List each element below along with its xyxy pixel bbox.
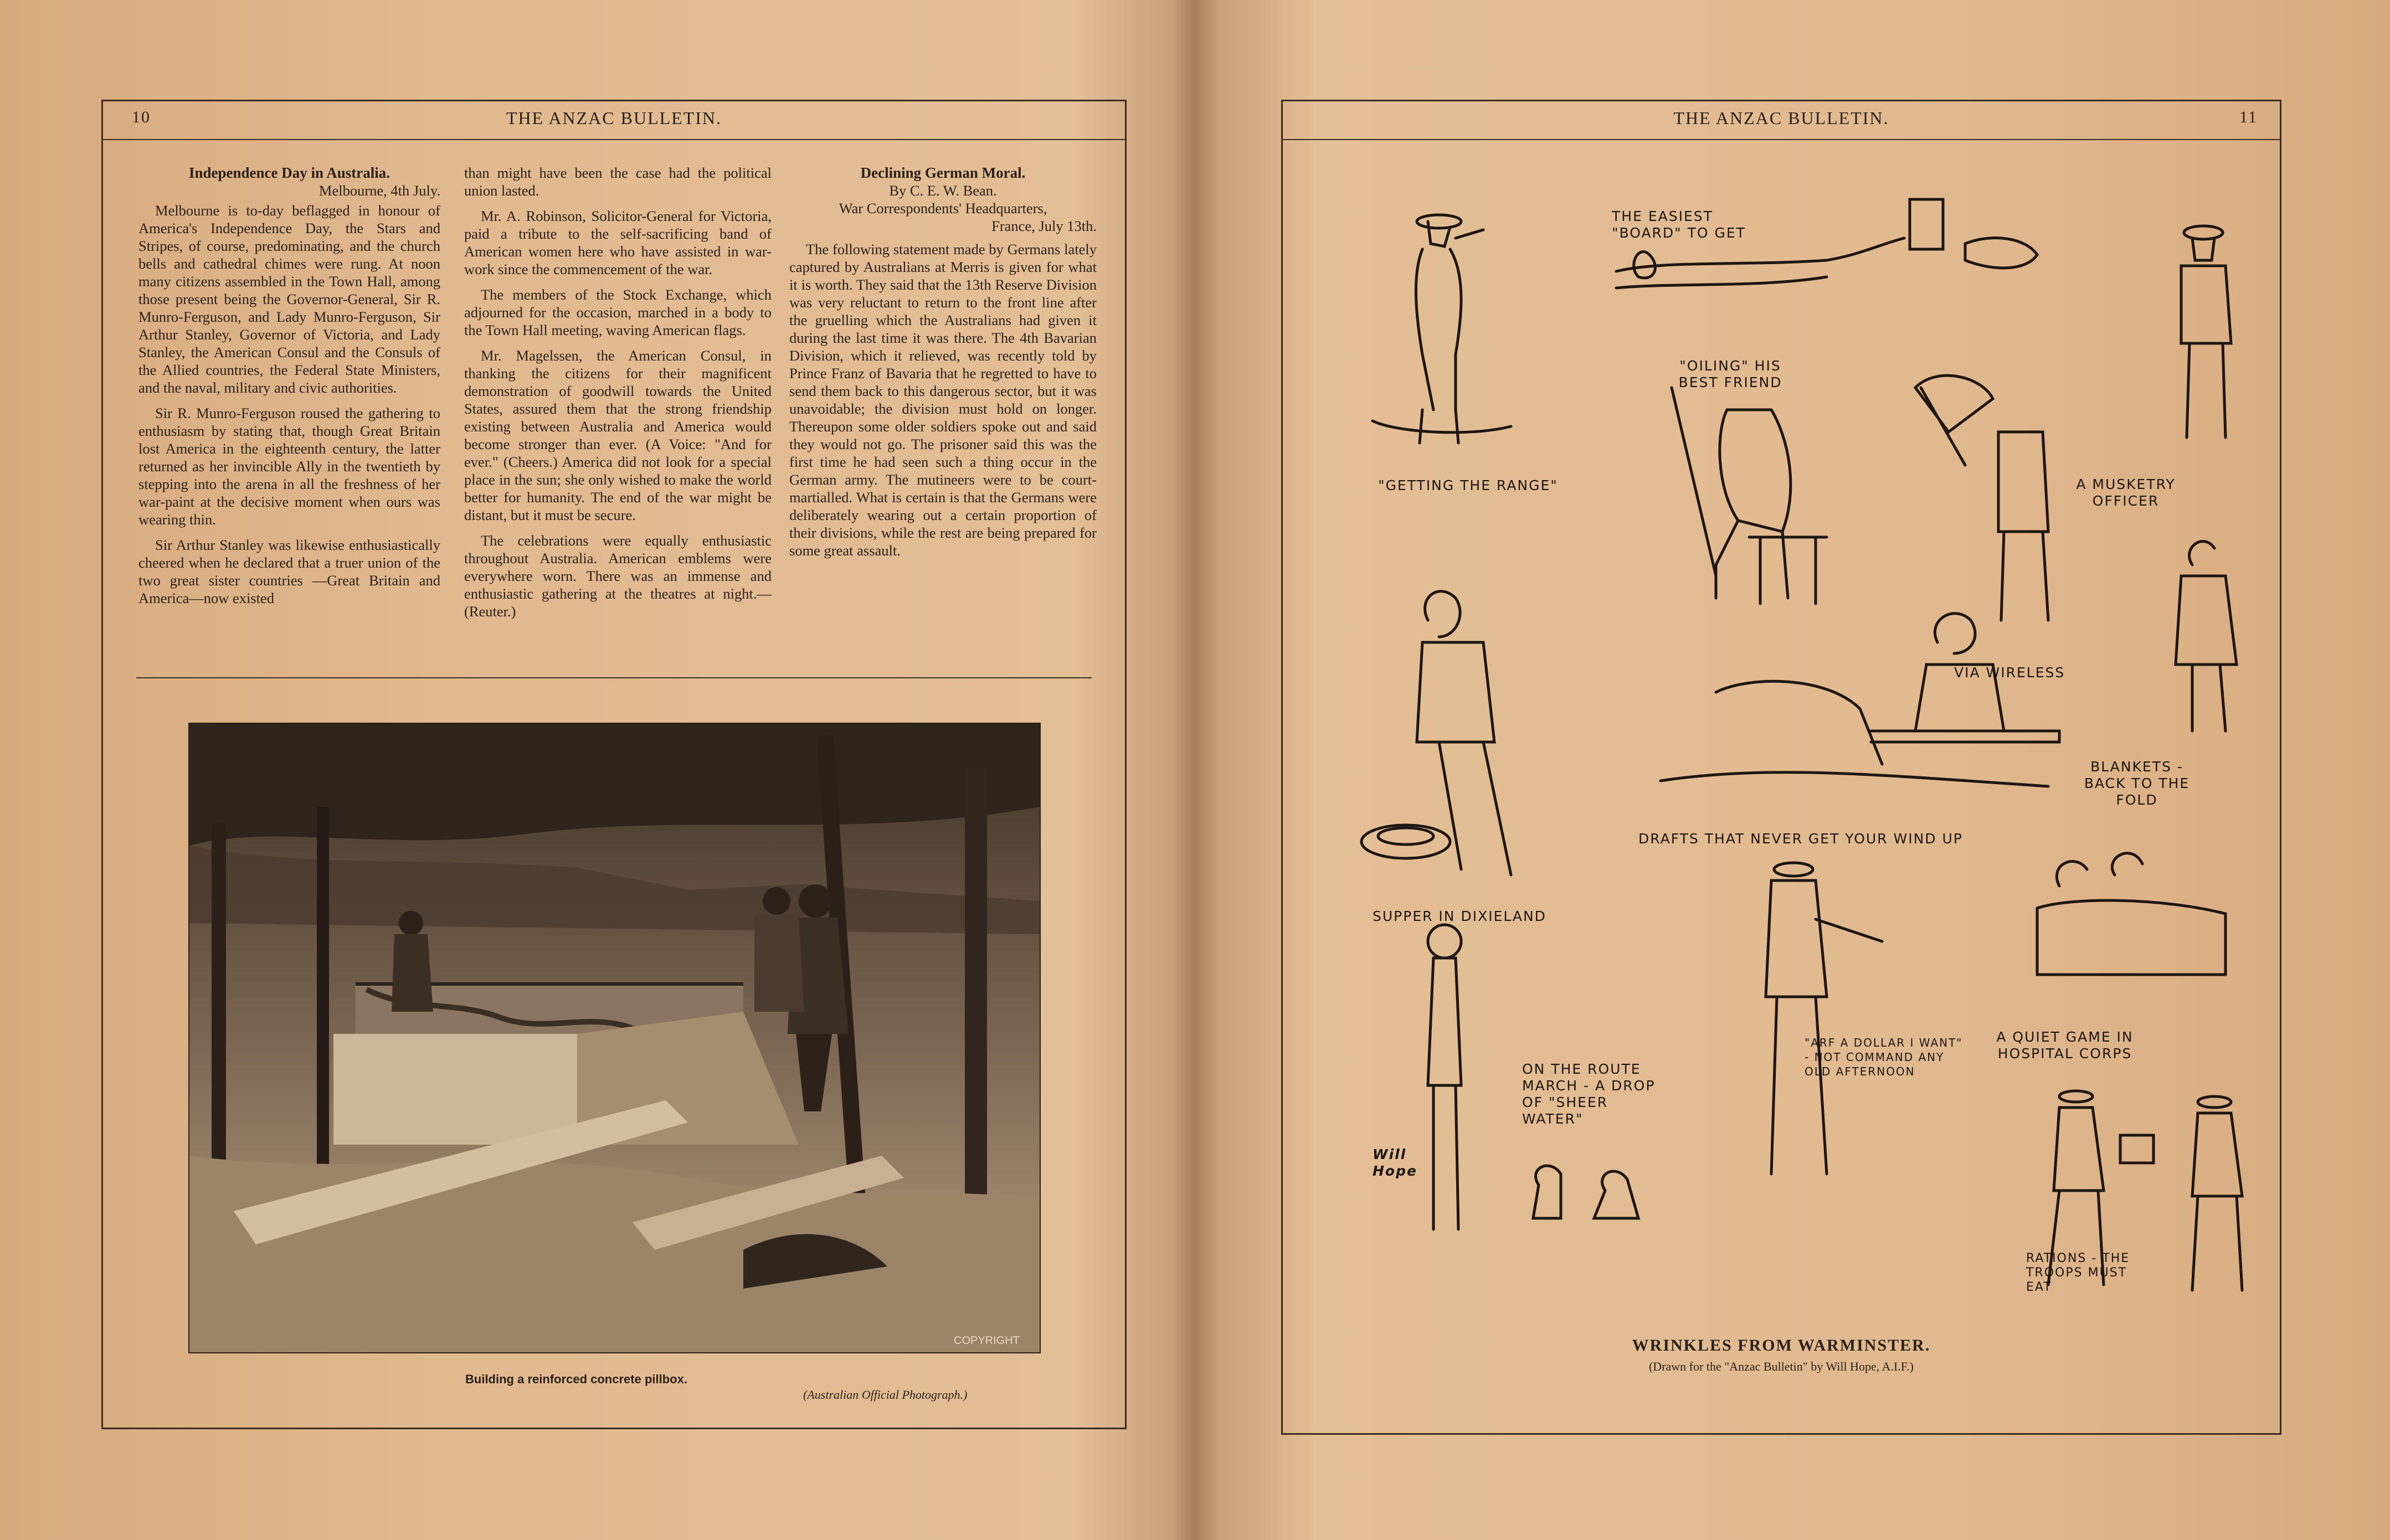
page-number: 10 [132, 108, 151, 126]
photo-caption: Building a reinforced concrete pillbox. [465, 1372, 687, 1386]
cartoon-caption-blankets: BLANKETS - BACK TO THE FOLD [2084, 759, 2190, 808]
article-column-2 [464, 164, 772, 628]
right-page [1195, 0, 2390, 1540]
article-paragraph: than might have been the case had the political union lasted. [464, 164, 772, 199]
pillbox-photograph [188, 723, 1041, 1353]
cartoon-caption-musketry-officer: A MUSKETRY OFFICER [2076, 476, 2176, 509]
artist-signature: Will Hope [1373, 1146, 1417, 1179]
cartoon-caption-easiest-board: THE EASIEST "BOARD" TO GET [1612, 208, 1746, 241]
article-dateline: Melbourne, 4th July. [318, 182, 440, 199]
soldiers-cards-sketch [2037, 853, 2225, 975]
masthead: THE ANZAC BULLETIN. [1673, 108, 1889, 128]
cartoon-page-subcaption: (Drawn for the "Anzac Bulletin" by Will Hope, A.I.F.) [1648, 1359, 1914, 1373]
photo-watermark: COPYRIGHT [954, 1335, 1020, 1347]
article-paragraph: Sir Arthur Stanley was likewise enthusiastically cheered when he declared that a truer union of the two great sister countries —Great Britain and America—now existed [138, 537, 440, 606]
cartoon-illustrations [1328, 177, 2281, 1307]
cartoon-caption-via-wireless: VIA WIRELESS [1954, 665, 2065, 681]
cartoon-caption-arf-a-dollar: "ARF A DOLLAR I WANT" - NOT COMMAND ANY OLD AFTERNOON [1805, 1036, 1963, 1078]
article-paragraph: Melbourne is to-day beflagged in honour of America's Independence Day, the Stars and Stripes, of course, predominating, and the church bells and cathedral chimes were rung. At noon many citizens assembled in the Town Hall, among those present being the Governor-General, Sir R. Munro-Ferguson, and Lady Munro-Ferguson, Sir Arthur Stanley, Governor of Victoria, and Lady Stanley, the American Consul and the Consuls of the Allied countries, the Federal State Ministers, and the naval, military and civic authorities. [138, 202, 440, 396]
musketry-officer-sketch [2181, 226, 2231, 437]
cartoon-caption-oiling: "OILING" HIS BEST FRIEND [1678, 358, 1782, 390]
cartoon-caption-getting-the-range: "GETTING THE RANGE" [1378, 477, 1558, 493]
article-paragraph: Mr. Magelssen, the American Consul, in thanking the citizens for their magnificent demonstration of goodwill towards the United States, assured them that the strong friendship existing between Australia and America would become stronger than ever. (A Voice: "And for ever." (Cheers.) America did not look for a special place in the sun; she only wished to make the world better for humanity. The end of the war might be distant, but it must be secure. [464, 347, 772, 523]
article-paragraph: Sir R. Munro-Ferguson roused the gathering to enthusiasm by stating that, though Great Britain lost America in the eighteenth century, the latter returned as her invincible Ally in the twentieth by stepping into the arena in all the freshness of her war-paint at the decisive moment when ours was wearing thin. [138, 405, 440, 528]
soldier-standing-sketch [1766, 863, 1882, 1174]
soldier-rifle-sketch [1672, 388, 1827, 604]
page-number: 11 [2239, 108, 2258, 126]
section-rule [136, 677, 1092, 678]
photo-image [189, 724, 1040, 1352]
article-column-1 [138, 164, 440, 615]
soldier-blankets-sketch [2176, 542, 2237, 731]
cartoon-caption-rations: RATIONS - THE TROOPS MUST EAT [2026, 1251, 2130, 1294]
soldier-binoculars-sketch [1373, 215, 1511, 443]
article-source: War Correspondents' Headquarters, [839, 200, 1047, 217]
header-rule [103, 139, 1125, 140]
cartoon-caption-quiet-game: A QUIET GAME IN HOSPITAL CORPS [1996, 1029, 2134, 1062]
cartoon-caption-route-march: ON THE ROUTE MARCH - A DROP OF "SHEER WATER" [1522, 1061, 1656, 1127]
left-page-header [103, 108, 1125, 136]
article-paragraph: The following statement made by Germans lately captured by Australians at Merris is given for what it is worth. They said that the 13th Reserve Division was very reluctant to return to the front line after the gruelling which the Australians had given it during the last time it was there. The 4th Bavarian Division, which it relieved, was recently told by Prince Franz of Bavaria that he regretted to have to send them back to this dangerous sector, but it was unavoidable; the division must hold on longer. Thereupon some older soldiers spoke out and said they would not go. The prisoner said this was the first time he had seen such a thing occur in the German army. The mutineers were to be court-martialled. What is certain is that the Germans were deliberately wearing out a certain proportion of their divisions, while the rest are being prepared for some great assault. [789, 241, 1097, 559]
soldiers-table-sketch [1661, 614, 2059, 786]
cartoon-caption-drafts: DRAFTS THAT NEVER GET YOUR WIND UP [1638, 831, 1963, 847]
article-byline: By C. E. W. Bean. [889, 182, 997, 199]
article-paragraph: The celebrations were equally enthusiastic throughout Australia. American emblems were everywhere worn. There was an immense and enthusiastic gathering at the theatres at night.—(Reuter.) [464, 532, 772, 620]
masthead: THE ANZAC BULLETIN. [506, 108, 722, 128]
soldier-supper-sketch [1361, 591, 1511, 875]
article-paragraph: Mr. A. Robinson, Solicitor-General for Victoria, paid a tribute to the self-sacrificing band of American women here who have assisted in war-work since the commencement of the war. [464, 208, 772, 277]
soldier-flag-sketch [1915, 375, 2048, 620]
article-place: France, July 13th. [991, 218, 1097, 234]
right-page-header [1283, 108, 2280, 136]
header-rule [1283, 139, 2280, 140]
article-paragraph: The members of the Stock Exchange, which adjourned for the occasion, marched in a body to the Town Hall meeting, waving American flags. [464, 286, 772, 338]
cartoon-caption-supper: SUPPER IN DIXIELAND [1373, 908, 1546, 924]
article-heading: Independence Day in Australia. [188, 164, 390, 181]
photo-credit: (Australian Official Photograph.) [803, 1388, 968, 1402]
cartoon-page-caption: WRINKLES FROM WARMINSTER. [1632, 1336, 1931, 1354]
article-heading: Declining German Moral. [860, 164, 1026, 181]
article-column-3 [789, 164, 1097, 567]
